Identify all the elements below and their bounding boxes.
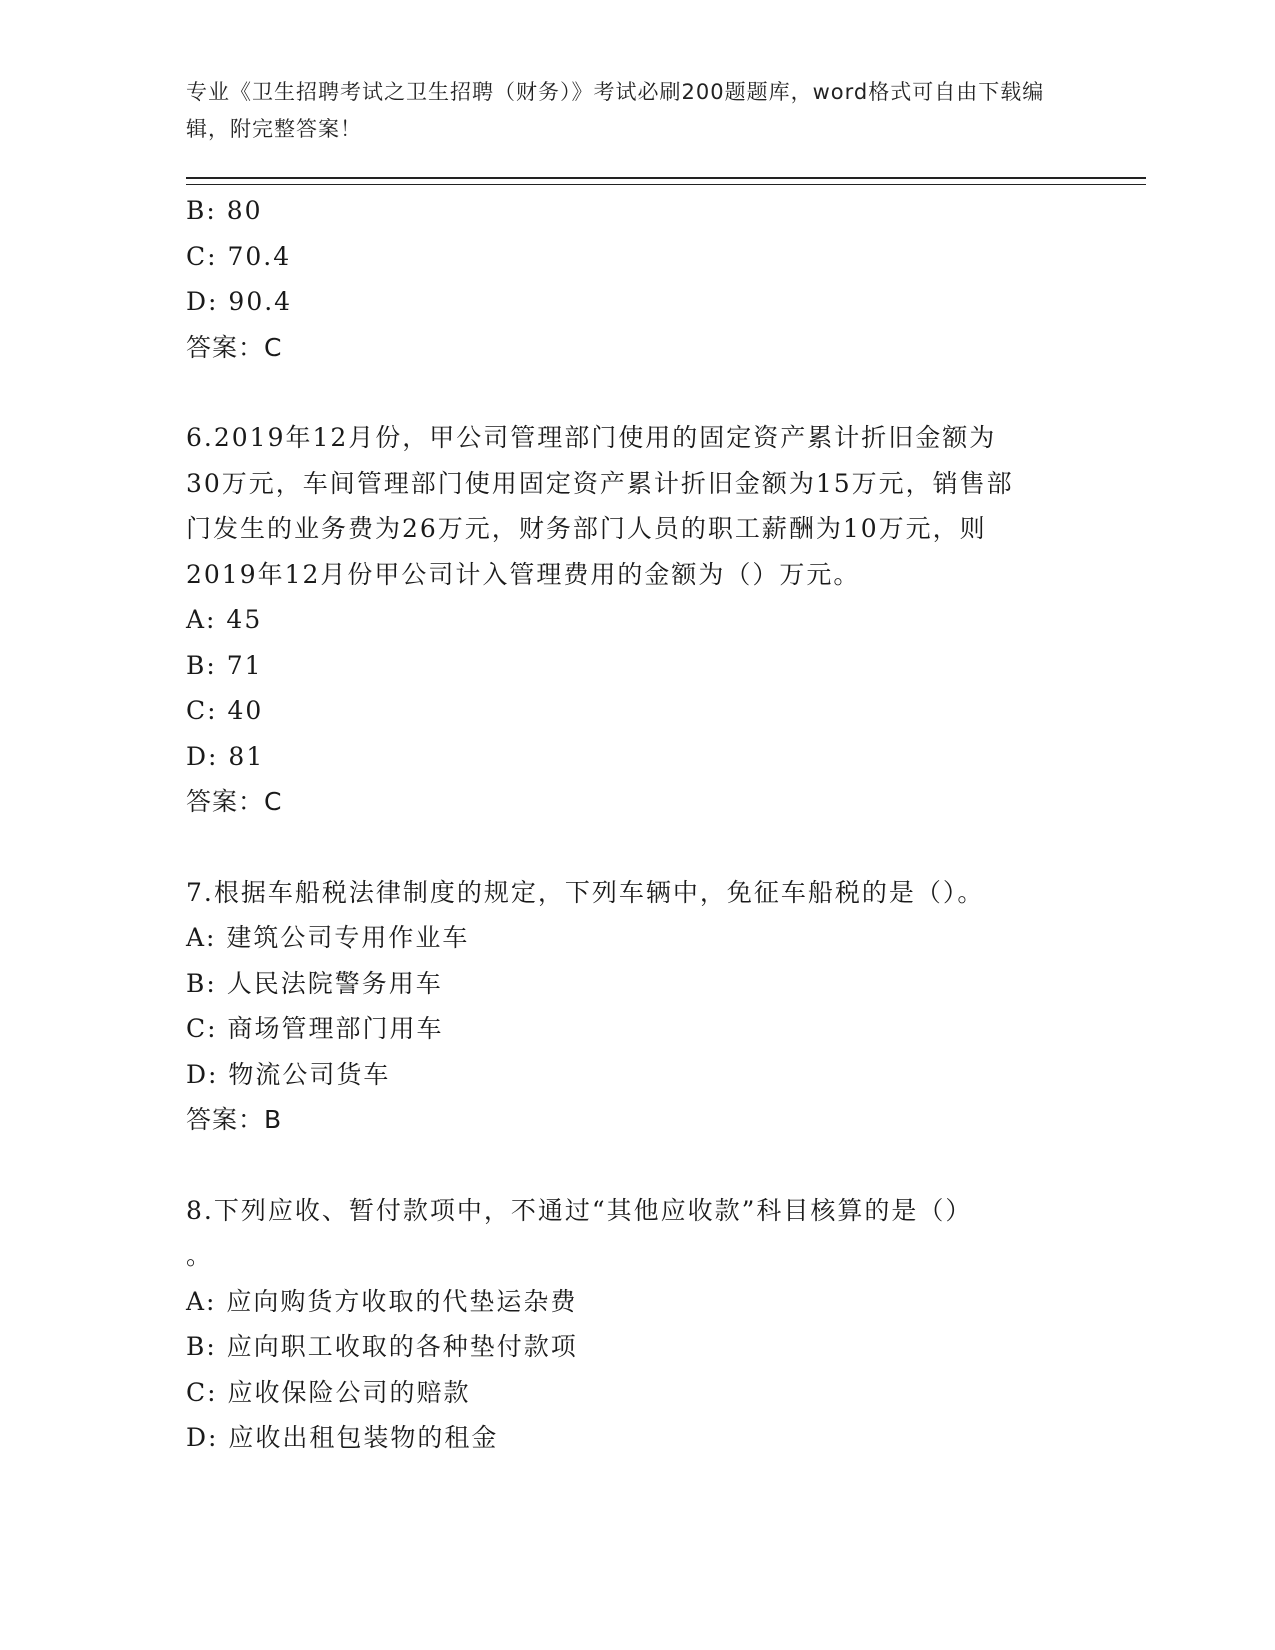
question-content	[186, 188, 1076, 1461]
option-d: D: 物流公司货车	[186, 1059, 391, 1089]
question-8	[186, 1188, 1076, 1461]
option-a: A: 建筑公司专用作业车	[186, 923, 470, 952]
header-divider	[186, 177, 1146, 185]
question-6	[186, 415, 1076, 825]
question-stem-line: 门发生的业务费为26万元，财务部门人员的职工薪酬为10万元，则	[186, 514, 987, 543]
option-c: C: 应收保险公司的赔款	[186, 1377, 471, 1407]
question-stem-line: 30万元，车间管理部门使用固定资产累计折旧金额为15万元，销售部	[186, 468, 1014, 498]
option-d: D: 应收出租包装物的租金	[186, 1423, 499, 1452]
question-stem-line: 。	[186, 1241, 214, 1270]
option-b: B: 80	[186, 196, 263, 225]
answer-line: 答案：B	[186, 1105, 283, 1134]
option-b: B: 人民法院警务用车	[186, 968, 443, 998]
question-stem-line: 2019年12月份甲公司计入管理费用的金额为（）万元。	[186, 559, 861, 589]
option-b: B: 71	[186, 650, 263, 680]
option-d: D: 90.4	[186, 287, 293, 316]
answer-line: 答案：C	[186, 787, 283, 816]
question-stem-line: 6.2019年12月份，甲公司管理部门使用的固定资产累计折旧金额为	[186, 423, 997, 452]
option-a: A: 45	[186, 605, 263, 634]
question-stem-line: 7.根据车船税法律制度的规定，下列车辆中，免征车船税的是（）。	[186, 877, 985, 907]
option-b: B: 应向职工收取的各种垫付款项	[186, 1332, 578, 1361]
question-stem-line: 8.下列应收、暂付款项中，不通过“其他应收款”科目核算的是（）	[186, 1195, 973, 1225]
option-c: C: 70.4	[186, 241, 292, 271]
option-a: A: 应向购货方收取的代垫运杂费	[186, 1286, 578, 1316]
answer-line: 答案：C	[186, 332, 283, 362]
option-c: C: 商场管理部门用车	[186, 1014, 444, 1043]
document-header: 专业《卫生招聘考试之卫生招聘（财务）》考试必刷200题题库，word格式可自由下载编辑，附完整答案！	[186, 80, 1045, 141]
question-5-tail	[186, 188, 1076, 370]
question-7	[186, 870, 1076, 1143]
option-c: C: 40	[186, 696, 264, 725]
option-d: D: 81	[186, 741, 265, 771]
